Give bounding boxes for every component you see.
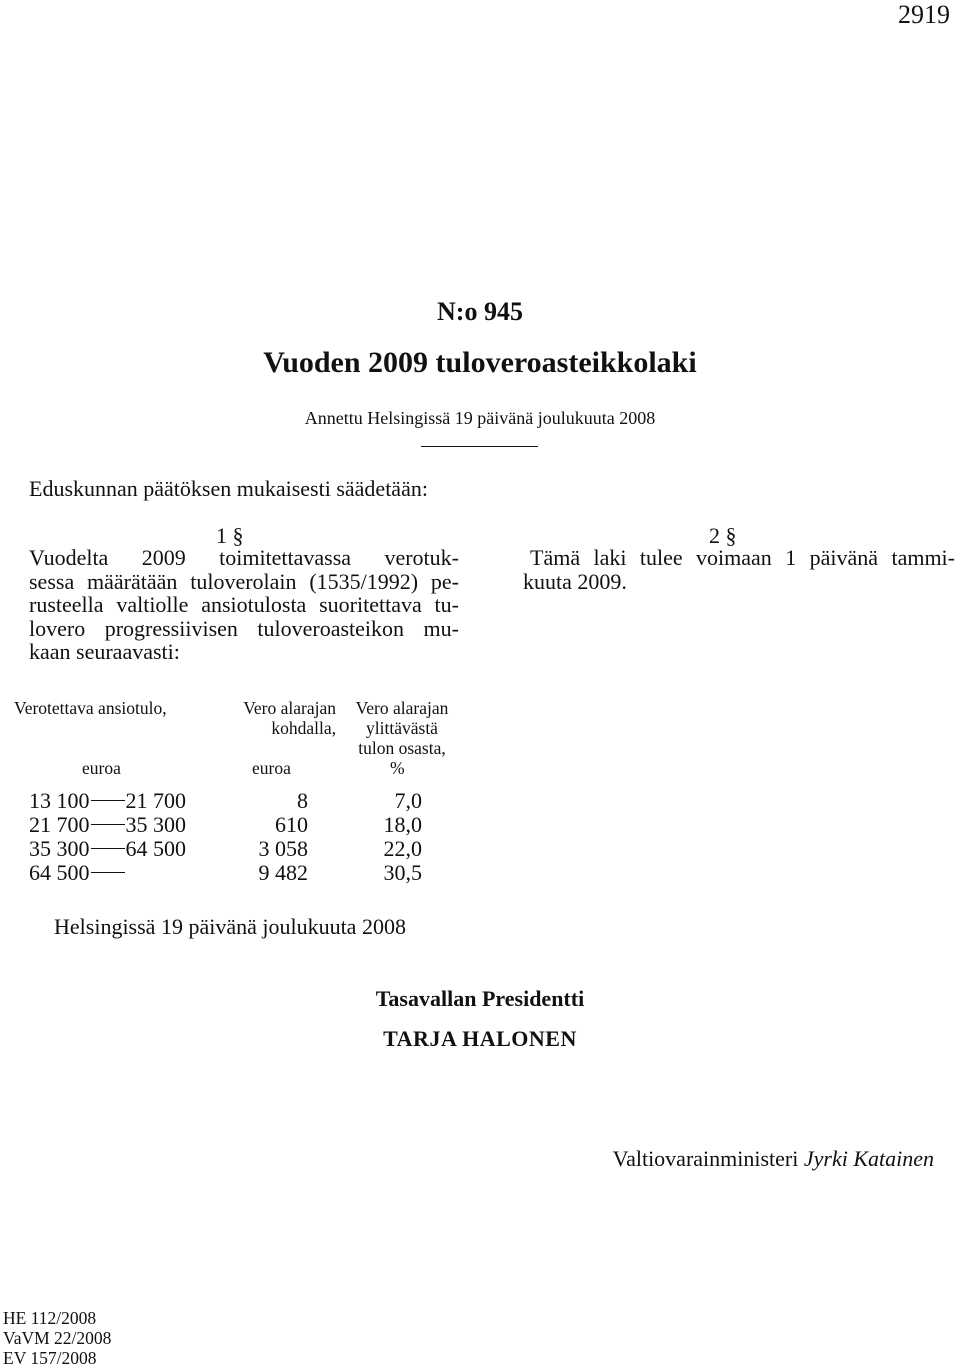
- table-header-rate-line: Vero alarajan: [355, 698, 449, 718]
- section-1-line: lovero progressiivisen tuloveroasteikon mu-: [29, 615, 459, 641]
- section-1-line: kaan seuraavasti:: [29, 639, 180, 664]
- base-tax-cell: 610: [275, 812, 308, 837]
- law-title: Vuoden 2009 tuloveroasteikkolaki: [263, 346, 697, 379]
- law-number: N:o 945: [437, 297, 523, 326]
- section-1-line: sessa määrätään tuloverolain (1535/1992) pe-: [29, 568, 459, 594]
- preamble: Eduskunnan päätöksen mukaisesti säädetään:: [29, 476, 428, 501]
- table-header-base-line: Vero alarajan: [243, 698, 336, 718]
- unit-rate: %: [390, 758, 405, 778]
- reference-he: HE 112/2008: [3, 1308, 97, 1328]
- section-1-text: [29, 546, 459, 664]
- references: [3, 1308, 111, 1368]
- president-name: TARJA HALONEN: [383, 1026, 577, 1051]
- base-tax-cell: 8: [297, 788, 308, 813]
- table-header-base-tax: [206, 698, 336, 738]
- income-range: [29, 860, 126, 886]
- section-2-heading: 2 §: [709, 523, 737, 548]
- range-upper: 64 500: [125, 836, 186, 861]
- income-range: [29, 788, 186, 814]
- title-divider: [421, 446, 538, 447]
- president-title: Tasavallan Presidentti: [375, 986, 585, 1011]
- range-dash: [91, 848, 125, 849]
- minister-title: Valtiovarainministeri: [612, 1146, 799, 1171]
- rate-cell: 22,0: [383, 836, 422, 861]
- range-upper: 35 300: [125, 812, 186, 837]
- signing-place-date: Helsingissä 19 päivänä joulukuuta 2008: [54, 914, 406, 939]
- range-lower: 35 300: [29, 836, 90, 861]
- rate-cell: 18,0: [383, 812, 422, 837]
- page-number: 2919: [898, 0, 950, 29]
- table-header-rate-line: ylittävästä: [366, 718, 438, 738]
- income-range: [29, 836, 186, 862]
- section-2-line: kuuta 2009.: [523, 568, 627, 594]
- table-header-rate-line: tulon osasta,: [358, 738, 446, 758]
- table-header-income: Verotettava ansiotulo,: [14, 698, 167, 718]
- range-dash: [91, 872, 125, 873]
- range-dash: [91, 800, 125, 801]
- income-range: [29, 812, 186, 838]
- range-lower: 64 500: [29, 860, 90, 885]
- unit-income: euroa: [82, 758, 121, 778]
- base-tax-cell: 3 058: [258, 836, 308, 861]
- table-header-base-line: kohdalla,: [271, 718, 336, 738]
- unit-base-tax: euroa: [252, 758, 291, 778]
- section-1-line: Vuodelta 2009 toimitettavassa verotuk-: [29, 545, 459, 570]
- table-header-rate: [343, 698, 461, 758]
- enactment-date: Annettu Helsingissä 19 päivänä joulukuuta 2008: [304, 408, 656, 428]
- reference-ev: EV 157/2008: [3, 1348, 97, 1368]
- base-tax-cell: 9 482: [258, 860, 308, 885]
- reference-vavm: VaVM 22/2008: [3, 1328, 112, 1348]
- range-lower: 21 700: [29, 812, 90, 837]
- range-dash: [91, 824, 125, 825]
- range-upper: 21 700: [125, 788, 186, 813]
- section-2-line: Tämä laki tulee voimaan 1 päivänä tammi-: [530, 545, 955, 570]
- section-2-text: [523, 546, 955, 593]
- minister-signature: [613, 1146, 934, 1172]
- rate-cell: 30,5: [383, 860, 422, 885]
- section-1-heading: 1 §: [216, 523, 244, 548]
- range-lower: 13 100: [29, 788, 90, 813]
- minister-name: Jyrki Katainen: [803, 1146, 934, 1171]
- rate-cell: 7,0: [394, 788, 422, 813]
- section-1-line: rusteella valtiolle ansiotulosta suoritettava tu-: [29, 592, 459, 617]
